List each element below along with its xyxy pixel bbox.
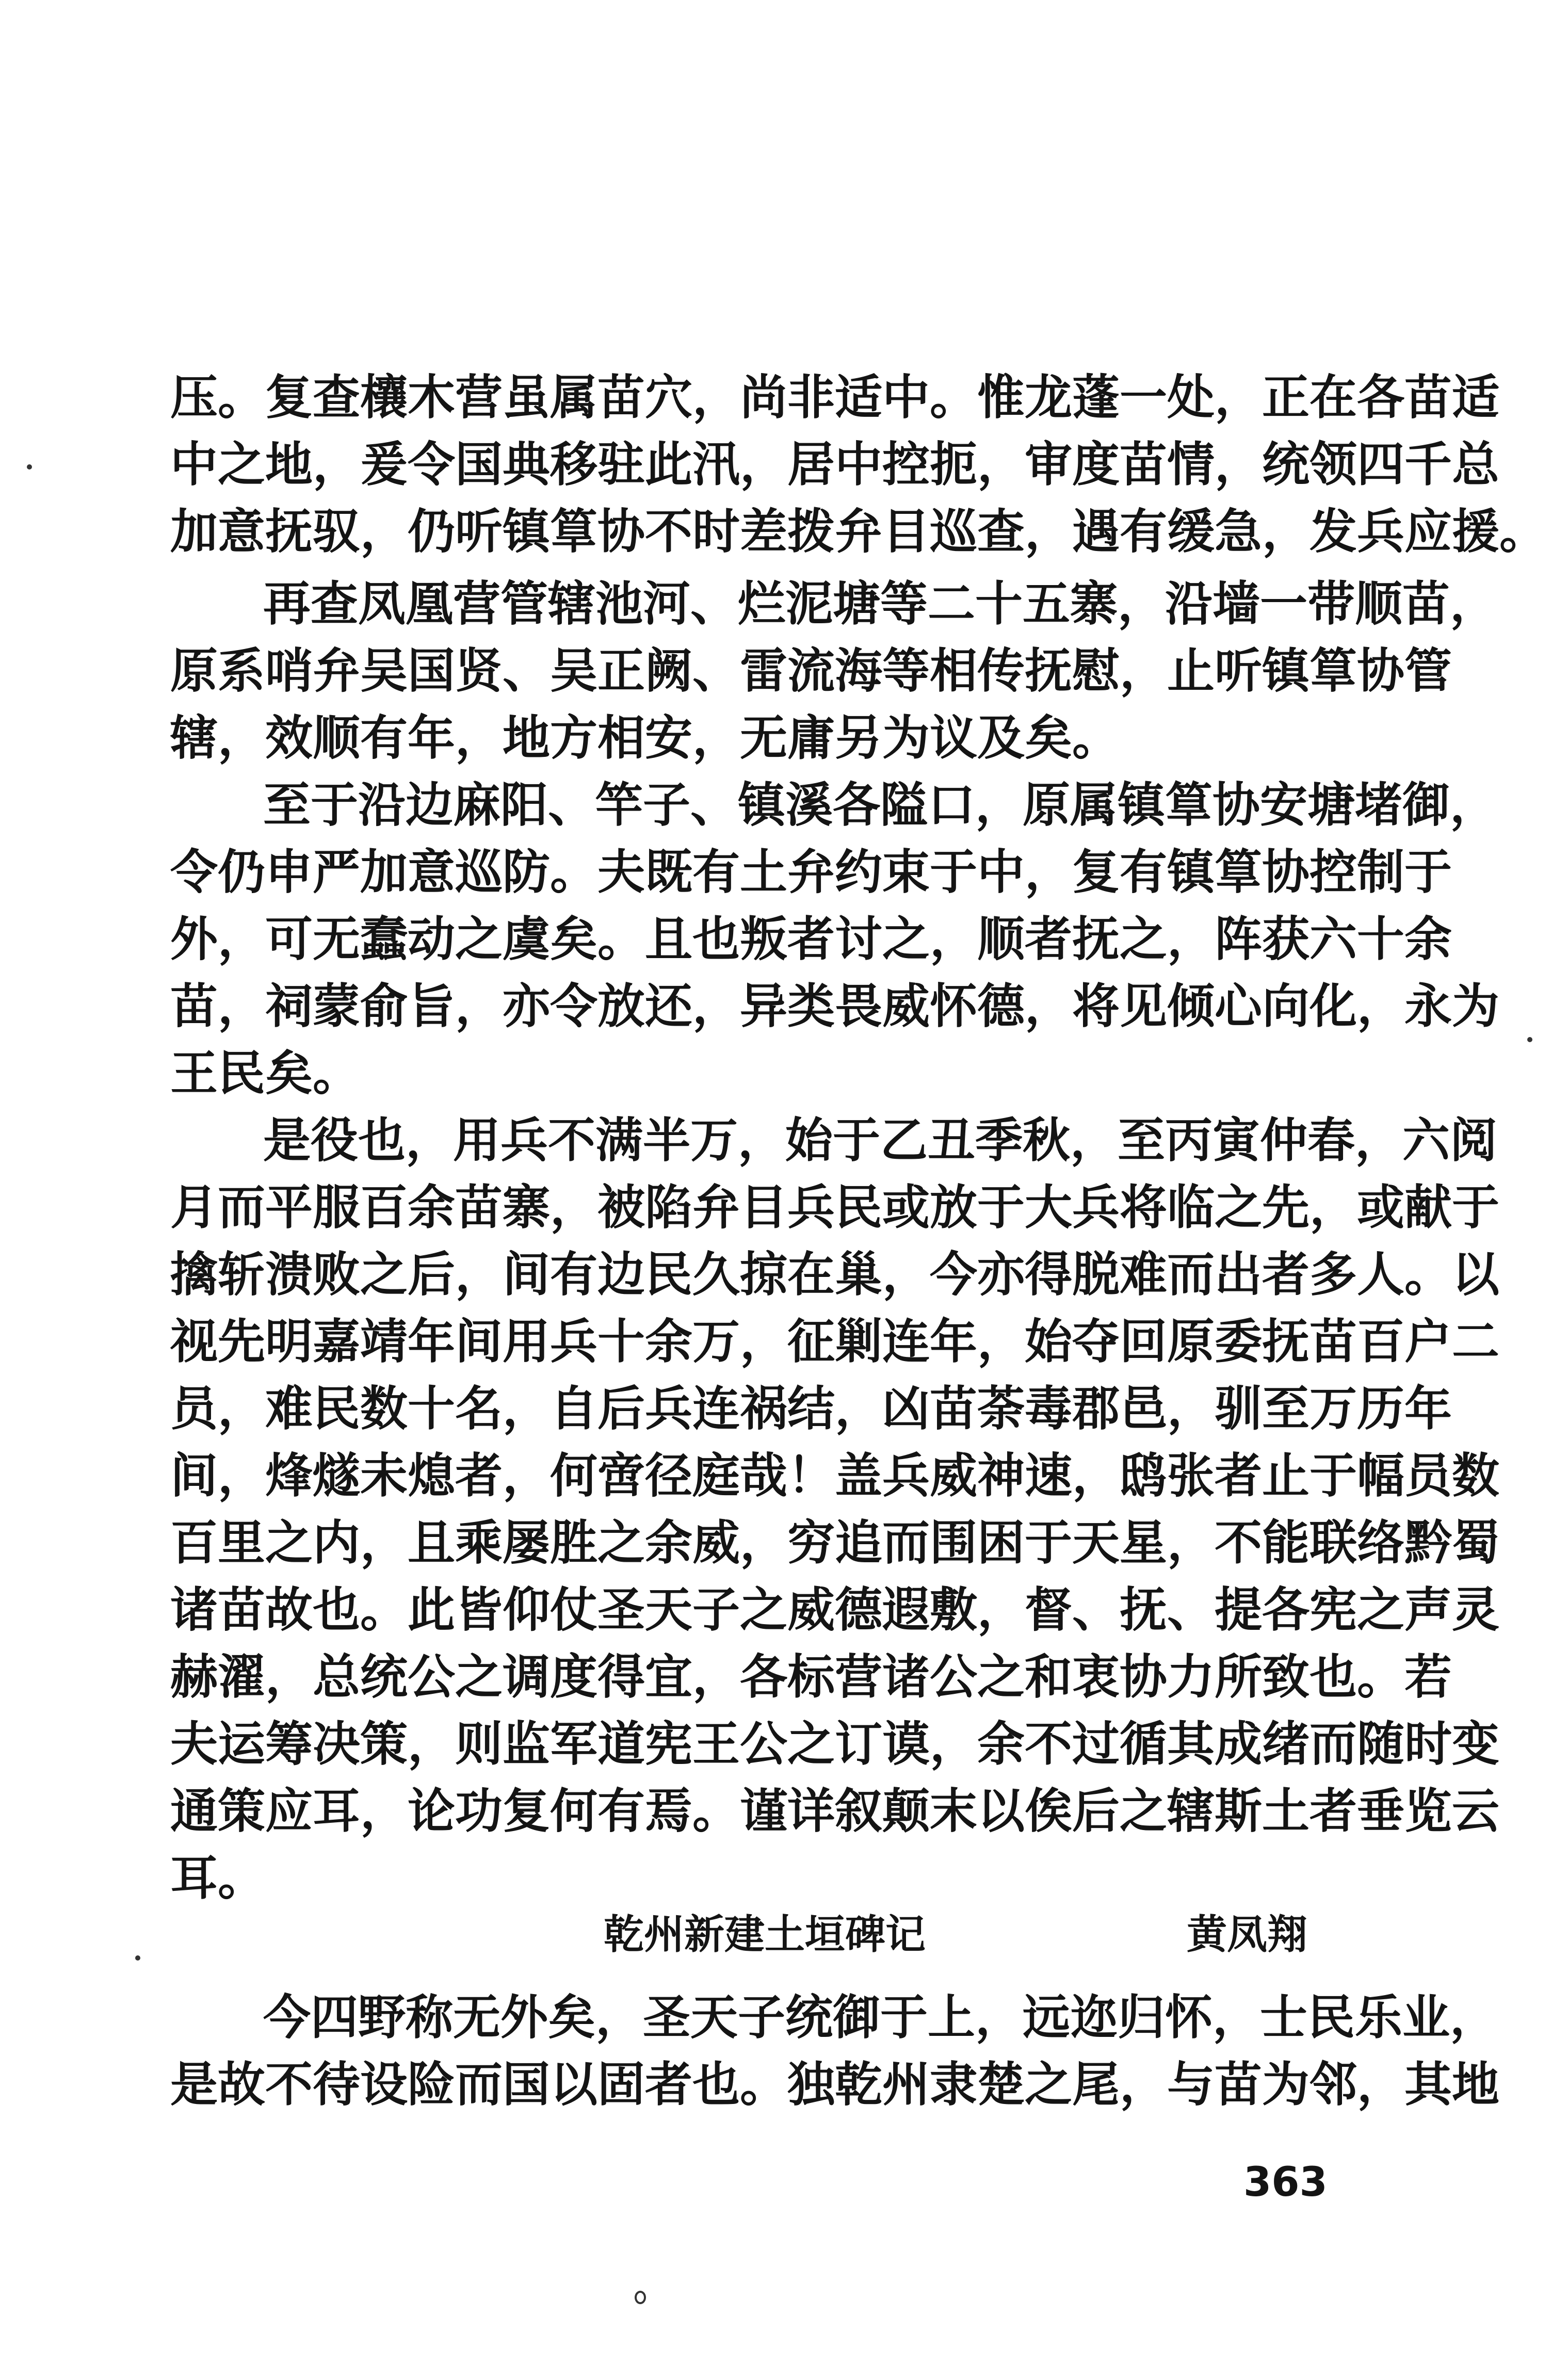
body-line: 原系哨弁吴国贤、吴正阙、雷流海等相传抚慰，止听镇筸协管	[170, 643, 1452, 699]
body-line: 辖，效顺有年，地方相安，无庸另为议及矣。	[170, 710, 1120, 766]
body-line: 中之地，爰令国典移驻此汛，居中控扼，审度苗情，统领四千总	[170, 436, 1500, 492]
body-line: 加意抚驭，仍听镇筸协不时差拨弁目巡查，遇有缓急，发兵应援。	[170, 504, 1547, 559]
body-line: 苗，祠蒙俞旨，亦令放还，异类畏威怀德，将见倾心向化，永为	[170, 978, 1500, 1034]
body-line: 今四野称无外矣，圣天子统御于上，远迩归怀，士民乐业，	[263, 1989, 1498, 2045]
body-line: 月而平服百余苗寨，被陷弁目兵民或放于大兵将临之先，或献于	[170, 1179, 1500, 1235]
body-line: 员，难民数十名，自后兵连祸结，凶苗荼毒郡邑，驯至万历年	[170, 1381, 1452, 1436]
body-line: 压。复查欀木营虽属苗穴，尚非适中。惟龙蓬一处，正在各苗适	[170, 369, 1500, 425]
body-line: 王民矣。	[170, 1045, 361, 1101]
article-title: 乾州新建土垣碑记	[604, 1911, 926, 1958]
body-line: 是故不待设险而国以固者也。独乾州隶楚之尾，与苗为邻，其地	[170, 2057, 1500, 2112]
body-line: 夫运筹决策，则监军道宪王公之订谟，余不过循其成绪而随时变	[170, 1716, 1500, 1772]
body-line: 间，烽燧未熄者，何啻径庭哉！盖兵威神速，鸱张者止于幅员数	[170, 1448, 1500, 1503]
body-line: 诸苗故也。此皆仰仗圣天子之威德遐敷，督、抚、提各宪之声灵	[170, 1582, 1500, 1638]
page-number: 363	[1243, 2159, 1328, 2206]
body-line: 通策应耳，论功复何有焉。谨详叙颠末以俟后之辖斯土者垂览云	[170, 1783, 1500, 1839]
body-line: 耳。	[170, 1850, 266, 1906]
body-line: 百里之内，且乘屡胜之余威，穷追而围困于天星，不能联络黔蜀	[170, 1515, 1500, 1571]
body-line: 外，可无蠢动之虞矣。且也叛者讨之，顺者抚之，阵获六十余	[170, 911, 1452, 967]
speck-mark	[635, 2291, 646, 2304]
body-line: 视先明嘉靖年间用兵十余万，征剿连年，始夺回原委抚苗百户二	[170, 1314, 1500, 1369]
body-line: 再查凤凰营管辖池河、烂泥塘等二十五寨，沿墙一带顺苗，	[263, 576, 1498, 632]
body-line: 是役也，用兵不满半万，始于乙丑季秋，至丙寅仲春，六阅	[263, 1112, 1498, 1168]
body-line: 至于沿边麻阳、竿子、镇溪各隘口，原属镇筸协安塘堵御，	[263, 777, 1498, 833]
body-line: 令仍申严加意巡防。夫既有土弁约束于中，复有镇筸协控制于	[170, 844, 1452, 900]
article-author: 黄凤翔	[1187, 1911, 1308, 1958]
speck-mark	[1527, 1037, 1532, 1042]
speck-mark	[135, 1955, 140, 1961]
speck-mark	[27, 464, 32, 469]
body-line: 赫濯，总统公之调度得宜，各标营诸公之和衷协力所致也。若	[170, 1649, 1452, 1705]
body-line: 擒斩溃败之后，间有边民久掠在巢，今亦得脱难而出者多人。以	[170, 1246, 1500, 1302]
